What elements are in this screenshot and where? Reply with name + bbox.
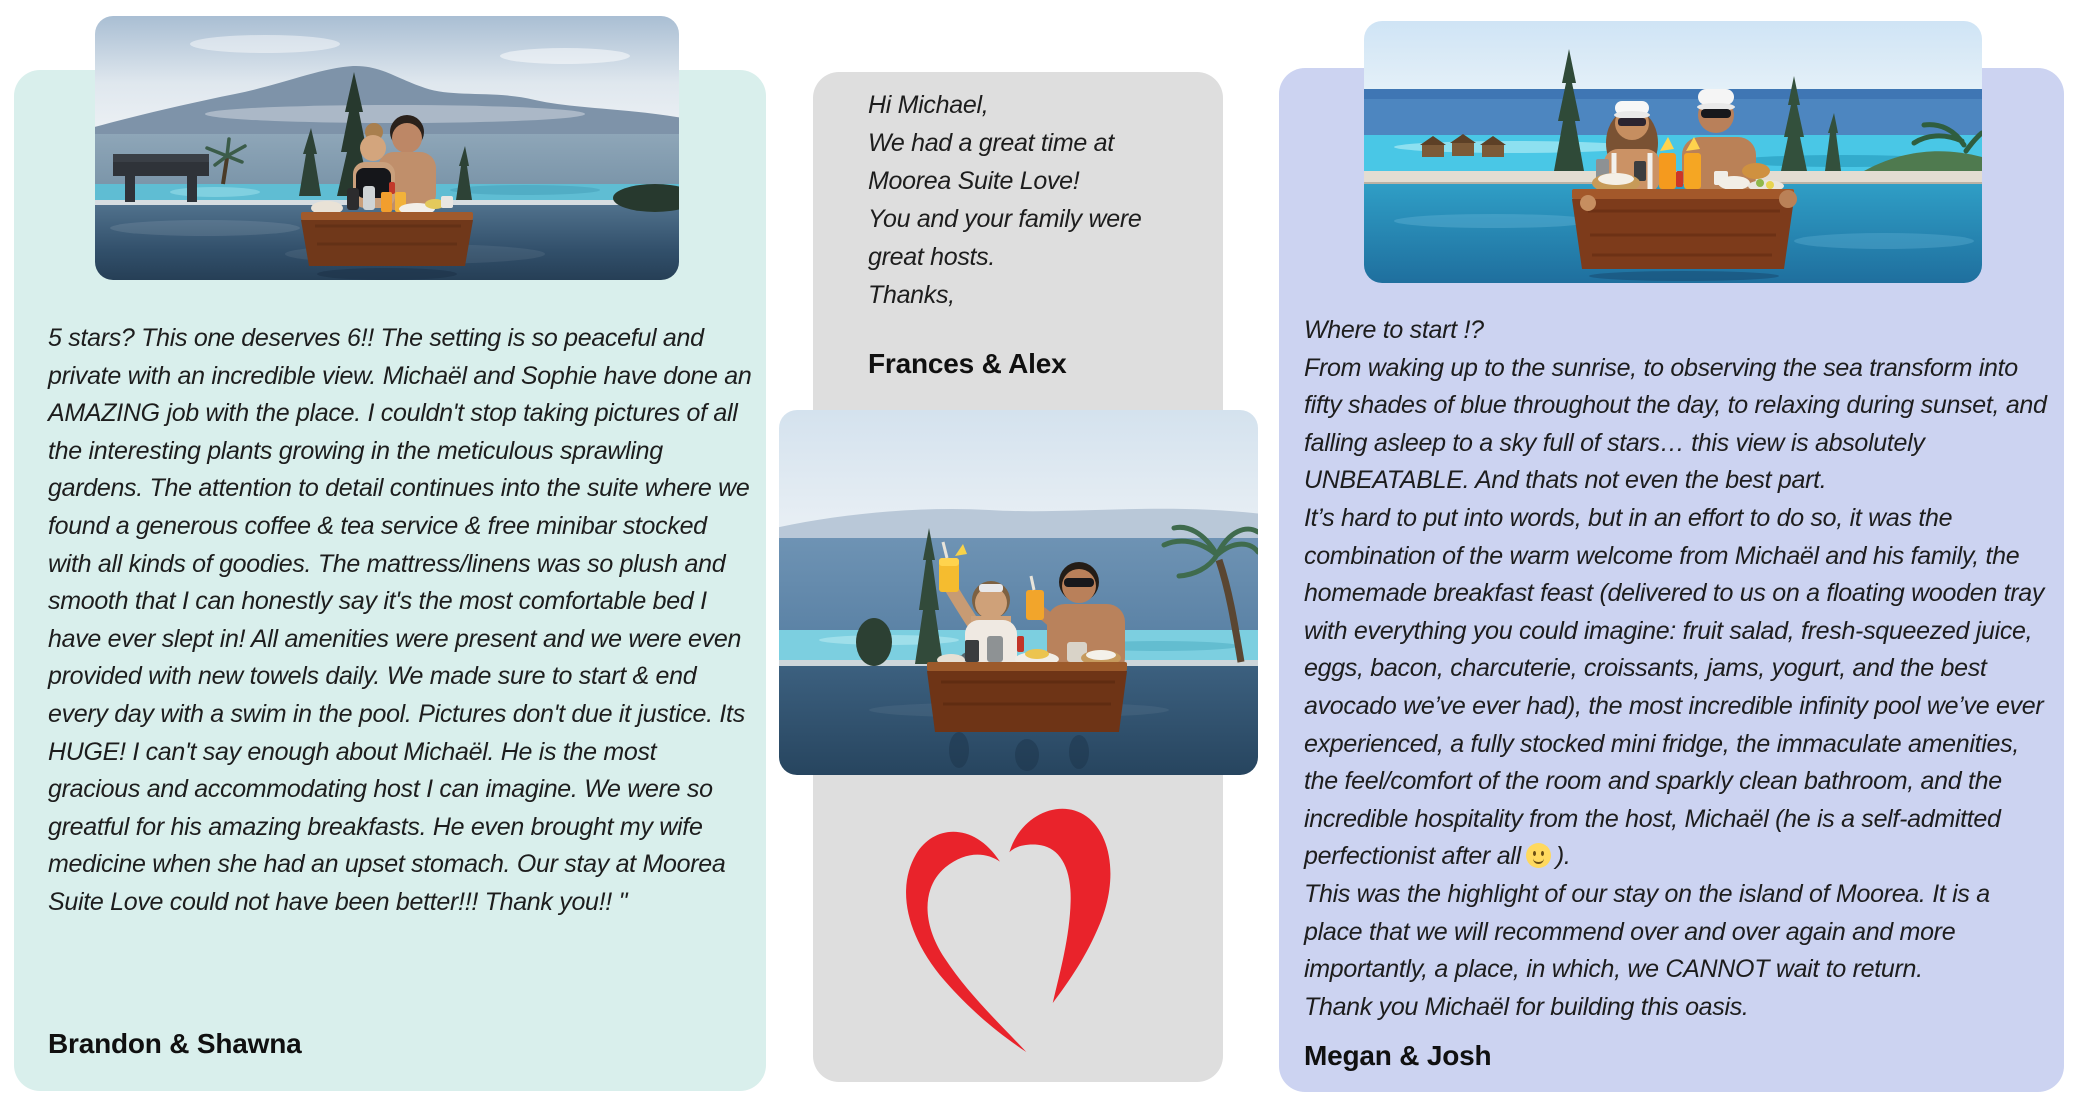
heart-icon bbox=[885, 792, 1130, 1068]
review-paragraph-part: It’s hard to put into words, but in an effort to do so, it was the combination of the warm welcome from Michaël and his family, the homemade breakfast feast (delivered to us on a floating wooden tray with everything you could imagine: fruit salad, fresh-squeezed juice, eggs, bacon, charcuterie, croissants, jams, yogurt, and the best avocado we’ve ever had), the most incredible infinity pool we’ve ever experienced, a fully stocked mini fridge, the immaculate amenities, the feel/comfort of the room and sparkly clean bathroom, and the incredible hospitality from the host, Michaël (he is a self-admitted perfectionist after all bbox=[1304, 503, 2045, 871]
author-name-megan-josh: Megan & Josh bbox=[1304, 1040, 1492, 1071]
review-line: great hosts. bbox=[868, 243, 996, 271]
review-paragraph: Thank you Michaël for building this oasis. bbox=[1304, 992, 1749, 1021]
review-paragraph: This was the highlight of our stay on the island of Moorea. It is a place that we will recommend over and over again and more importantly, a place, in which, we CANNOT wait to return. bbox=[1304, 879, 1990, 984]
review-line: Thanks, bbox=[868, 281, 955, 309]
review-paragraph: From waking up to the sunrise, to observing the sea transform into fifty shades of blue throughout the day, to relaxing during sunset, and falling asleep to a sky full of stars… this view is absolutely UNBEATABLE. And thats not even the best part. bbox=[1304, 353, 2047, 495]
photo-floating-breakfast-frances-alex bbox=[779, 410, 1258, 775]
review-paragraph: 5 stars? This one deserves 6!! The setting is so peaceful and private with an incredible view. Michaël and Sophie have done an AMAZING job with the place. I couldn't stop taking pictures of all the interesting plants growing in the meticulous sprawling gardens. The attention to detail continues into the suite where we found a generous coffee & tea service & free minibar stocked with all kinds of goodies. The mattress/linens was so plush and smooth that I can honestly say it's the most comfortable bed I have ever slept in! All amenities were present and we were even provided with new towels daily. We made sure to start & end every day with a swim in the pool. Pictures don't due it justice. Its HUGE! I can't say enough about Michaël. He is the most gracious and accommodating host I can imagine. We were so greatful for his amazing breakfasts. He even brought my wife medicine when she had an upset stomach. Our stay at Moorea Suite Love could not have been better!!! Thank you!! " bbox=[48, 324, 752, 916]
review-text-megan-josh bbox=[1304, 312, 2052, 1026]
author-name-frances-alex: Frances & Alex bbox=[868, 348, 1067, 379]
review-text-frances-alex bbox=[868, 86, 1198, 314]
review-text-brandon-shawna bbox=[48, 320, 753, 922]
review-paragraph: Where to start !? bbox=[1304, 316, 1484, 344]
review-line: We had a great time at bbox=[868, 129, 1114, 157]
review-paragraph bbox=[1304, 500, 2052, 876]
author-name-brandon-shawna: Brandon & Shawna bbox=[48, 1028, 302, 1059]
slightly-smiling-face-icon bbox=[1526, 843, 1551, 868]
review-paragraph-part: ). bbox=[1555, 842, 1571, 871]
review-line: Hi Michael, bbox=[868, 91, 989, 119]
review-line: You and your family were bbox=[868, 205, 1142, 233]
review-line: Moorea Suite Love! bbox=[868, 167, 1080, 195]
photo-floating-breakfast-megan-josh bbox=[1364, 21, 1982, 283]
photo-floating-breakfast-brandon-shawna bbox=[95, 16, 679, 280]
